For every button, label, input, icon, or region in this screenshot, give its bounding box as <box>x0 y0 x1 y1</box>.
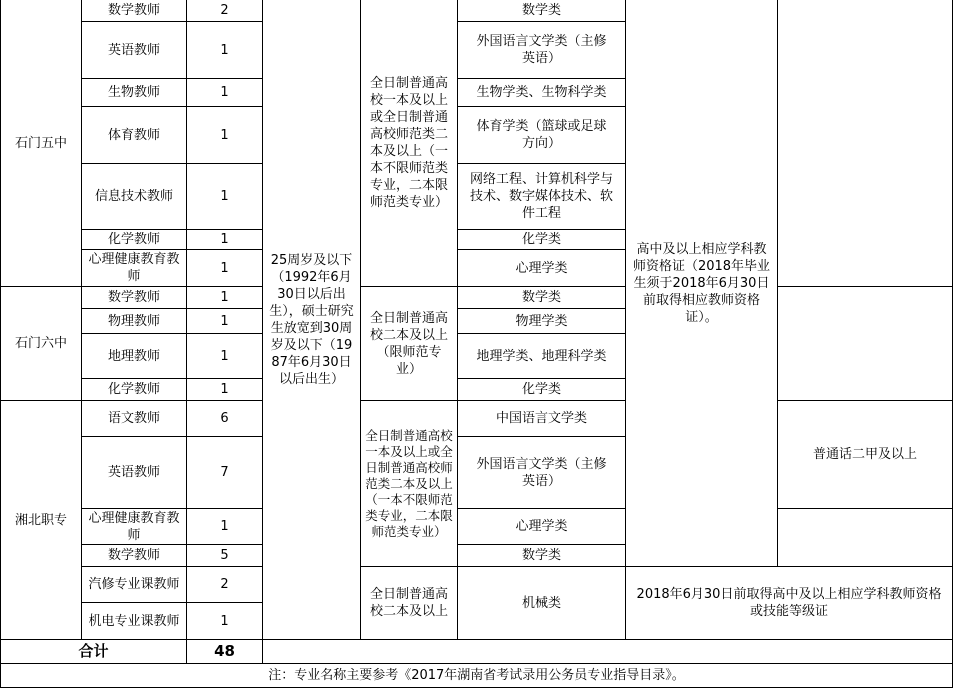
post-cell: 化学教师 <box>82 230 187 250</box>
post-cell: 化学教师 <box>82 379 187 401</box>
major-cell: 心理学类 <box>458 509 626 545</box>
major-cell: 物理学类 <box>458 309 626 334</box>
total-label: 合计 <box>0 640 187 664</box>
major-cell: 生物学类、生物科学类 <box>458 79 626 107</box>
major-cell: 数学类 <box>458 0 626 22</box>
total-row-filler <box>263 640 953 664</box>
major-cell: 外国语言文学类（主修英语） <box>458 437 626 509</box>
post-cell: 英语教师 <box>82 22 187 79</box>
major-cell: 体育学类（篮球或足球方向） <box>458 107 626 164</box>
count-cell: 2 <box>187 0 263 22</box>
count-cell: 6 <box>187 401 263 437</box>
education-requirement-cell: 全日制普通高校二本及以上 <box>361 567 458 640</box>
major-cell: 数学类 <box>458 545 626 567</box>
count-cell: 1 <box>187 79 263 107</box>
major-cell: 数学类 <box>458 287 626 309</box>
school-cell: 石门五中 <box>0 0 82 287</box>
count-cell: 1 <box>187 509 263 545</box>
post-cell: 语文教师 <box>82 401 187 437</box>
other-requirement-cell <box>778 509 953 567</box>
school-cell: 湘北职专 <box>0 401 82 640</box>
age-requirement-cell: 25周岁及以下（1992年6月30日以后出生），硕士研究生放宽到30周岁及以下（1987年6月30日以后出生） <box>263 0 361 640</box>
count-cell: 1 <box>187 164 263 230</box>
post-cell: 心理健康教育教师 <box>82 250 187 287</box>
count-cell: 5 <box>187 545 263 567</box>
education-requirement-cell: 全日制普通高校一本及以上或全日制普通高校师范类二本及以上（一本不限师范类专业，二本限师范类专业） <box>361 401 458 567</box>
post-cell: 英语教师 <box>82 437 187 509</box>
post-cell: 生物教师 <box>82 79 187 107</box>
post-cell: 数学教师 <box>82 0 187 22</box>
post-cell: 数学教师 <box>82 287 187 309</box>
other-requirement-cell <box>778 287 953 401</box>
total-value: 48 <box>187 640 263 664</box>
school-cell: 石门六中 <box>0 287 82 401</box>
major-cell: 化学类 <box>458 379 626 401</box>
count-cell: 1 <box>187 334 263 379</box>
count-cell: 1 <box>187 379 263 401</box>
count-cell: 1 <box>187 230 263 250</box>
count-cell: 1 <box>187 22 263 79</box>
other-requirement-cell <box>778 0 953 287</box>
footnote: 注：专业名称主要参考《2017年湖南省考试录用公务员专业指导目录》。 <box>0 664 953 688</box>
major-cell: 心理学类 <box>458 250 626 287</box>
count-cell: 2 <box>187 567 263 603</box>
major-cell: 网络工程、计算机科学与技术、数字媒体技术、软件工程 <box>458 164 626 230</box>
education-requirement-cell: 全日制普通高校二本及以上（限师范专业） <box>361 287 458 401</box>
major-cell: 中国语言文学类 <box>458 401 626 437</box>
post-cell: 心理健康教育教师 <box>82 509 187 545</box>
major-cell: 地理学类、地理科学类 <box>458 334 626 379</box>
post-cell: 汽修专业课教师 <box>82 567 187 603</box>
post-cell: 物理教师 <box>82 309 187 334</box>
education-requirement-cell: 全日制普通高校一本及以上或全日制普通高校师范类二本及以上（一本不限师范类专业，二本限师范类专业） <box>361 0 458 287</box>
post-cell: 体育教师 <box>82 107 187 164</box>
other-requirement-cell: 普通话二甲及以上 <box>778 401 953 509</box>
count-cell: 1 <box>187 287 263 309</box>
certificate-requirement-cell: 高中及以上相应学科教师资格证（2018年毕业生须于2018年6月30日前取得相应教师资格证）。 <box>626 0 778 567</box>
major-cell: 机械类 <box>458 567 626 640</box>
major-cell: 外国语言文学类（主修英语） <box>458 22 626 79</box>
post-cell: 地理教师 <box>82 334 187 379</box>
post-cell: 机电专业课教师 <box>82 603 187 640</box>
post-cell: 信息技术教师 <box>82 164 187 230</box>
count-cell: 1 <box>187 603 263 640</box>
certificate-requirement-cell: 2018年6月30日前取得高中及以上相应学科教师资格或技能等级证 <box>626 567 953 640</box>
major-cell: 化学类 <box>458 230 626 250</box>
count-cell: 1 <box>187 309 263 334</box>
post-cell: 数学教师 <box>82 545 187 567</box>
count-cell: 1 <box>187 250 263 287</box>
count-cell: 7 <box>187 437 263 509</box>
count-cell: 1 <box>187 107 263 164</box>
